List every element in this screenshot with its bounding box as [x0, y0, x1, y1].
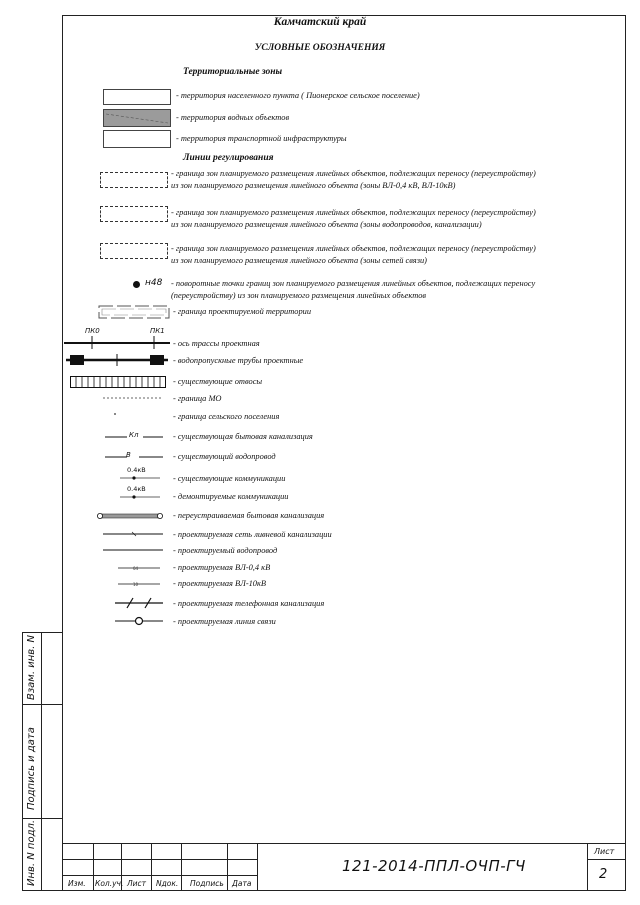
easement-symbol	[70, 376, 166, 388]
turning-points-label: - поворотные точки границ зон планируемого размещения линейных объектов, подлежащих переносу (переустройству) из зон планируемого размещения линейных объектов	[171, 279, 536, 300]
boundary-power-label: - граница зон планируемого размещения линейных объектов, подлежащих переносу (переустройству) из зон планируемого размещения линейного объекта (зоны ВЛ-0,4 кВ, ВЛ-10кВ)	[171, 169, 536, 190]
vzam-inv-label: Взам. инв. N	[26, 635, 37, 700]
project-boundary-swatch	[98, 304, 170, 325]
boundary-water-label: - граница зон планируемого размещения линейных объектов, подлежащих переносу (переустройству) из зон планируемого размещения линейного объекта (зоны водопроводов, канализации)	[171, 208, 536, 229]
vl04-symbol	[118, 564, 160, 572]
section-lines-heading: Линии регулирования	[183, 153, 274, 163]
section-zones-heading: Территориальные зоны	[183, 67, 283, 77]
svg-text:04: 04	[133, 566, 139, 571]
approval-sidebar	[22, 632, 62, 891]
boundary-water-swatch	[100, 206, 168, 222]
existing-sewer-label: - существующая бытовая канализация	[173, 432, 313, 441]
settlement-boundary-label: - граница сельского поселения	[173, 412, 280, 421]
vl10-label: - проектируемая ВЛ-10кВ	[173, 579, 267, 588]
mo-boundary-label: - граница МО	[173, 394, 222, 403]
zone-water-label: - территория водных объектов	[176, 113, 290, 122]
relocated-sewer-symbol	[96, 511, 164, 521]
zone-transport-label: - территория транспортной инфраструктуры	[176, 134, 347, 143]
zone-settlement-label: - территория населенного пункта ( Пионерское сельское поселение)	[176, 91, 420, 100]
zone-water-swatch	[103, 109, 171, 127]
project-boundary-label: - граница проектируемой территории	[173, 307, 312, 316]
kv-label-existing: 0.4кВ	[127, 466, 146, 474]
existing-water-symbol	[105, 452, 163, 462]
comm-line-symbol	[115, 615, 163, 627]
mo-boundary-symbol	[103, 394, 163, 402]
pk0-label: ПК0	[85, 327, 100, 335]
zone-transport-swatch	[103, 130, 171, 148]
col-izm: Изм.	[68, 879, 86, 888]
title-block	[62, 843, 626, 891]
boundary-comms-swatch	[100, 243, 168, 259]
sheet-number: 2	[599, 867, 608, 882]
existing-comms-label: - существующие коммуникации	[173, 474, 286, 483]
existing-comms-symbol	[120, 474, 160, 482]
pk1-label: ПК1	[150, 327, 165, 335]
storm-sewer-label: - проектируемая сеть ливневой канализации	[173, 530, 332, 539]
relocated-sewer-label: - переустраиваемая бытовая канализация	[173, 511, 325, 520]
sewer-kl-label: Кл	[129, 431, 139, 439]
boundary-comms-label: - граница зон планируемого размещения линейных объектов, подлежащих переносу (переустройству) из зон планируемого размещения линейного объекта (зоны сетей связи)	[171, 244, 536, 265]
dismantled-comms-label: - демонтируемые коммуникации	[173, 492, 289, 501]
inv-number-label: Инв. N подл.	[26, 819, 37, 886]
col-list: Лист	[127, 879, 147, 888]
svg-text:10: 10	[133, 582, 139, 587]
storm-sewer-symbol	[103, 530, 163, 538]
comm-line-label: - проектируемая линия связи	[173, 617, 276, 626]
turning-point-label: н48	[145, 278, 163, 288]
col-data: Дата	[232, 879, 252, 888]
boundary-power-swatch	[100, 172, 168, 188]
turning-point-icon	[133, 281, 140, 288]
telephone-conduit-label: - проектируемая телефонная канализация	[173, 599, 325, 608]
projected-water-symbol	[103, 546, 163, 554]
document-code: 121-2014-ППЛ-ОЧП-ГЧ	[342, 857, 526, 875]
telephone-conduit-symbol	[115, 596, 163, 610]
col-kolvo: Кол.уч.	[95, 879, 124, 888]
culvert-label: - водопропускные трубы проектные	[173, 356, 304, 365]
projected-water-label: - проектируемый водопровод	[173, 546, 278, 555]
culvert-symbol	[62, 352, 172, 368]
zone-settlement-swatch	[103, 89, 171, 105]
region-title: Камчатский край	[273, 16, 367, 28]
legend-title: УСЛОВНЫЕ ОБОЗНАЧЕНИЯ	[254, 43, 386, 53]
easement-label: - существующие отвосы	[173, 377, 263, 386]
dismantled-comms-symbol	[120, 493, 160, 501]
col-podpis: Подпись	[190, 879, 224, 888]
sheet-label: Лист	[594, 847, 615, 856]
settlement-boundary-symbol	[114, 413, 116, 415]
route-axis-symbol	[62, 334, 172, 350]
existing-water-label: - существующий водопровод	[173, 452, 276, 461]
signature-date-label: Подпись и дата	[26, 727, 37, 810]
route-axis-label: - ось трассы проектная	[173, 339, 260, 348]
col-ndok: Nдок.	[156, 879, 179, 888]
kv-label-dismantled: 0.4кВ	[127, 485, 146, 493]
vl10-symbol	[118, 580, 160, 588]
water-v-label: В	[126, 451, 131, 459]
vl04-label: - проектируемая ВЛ-0,4 кВ	[173, 563, 271, 572]
